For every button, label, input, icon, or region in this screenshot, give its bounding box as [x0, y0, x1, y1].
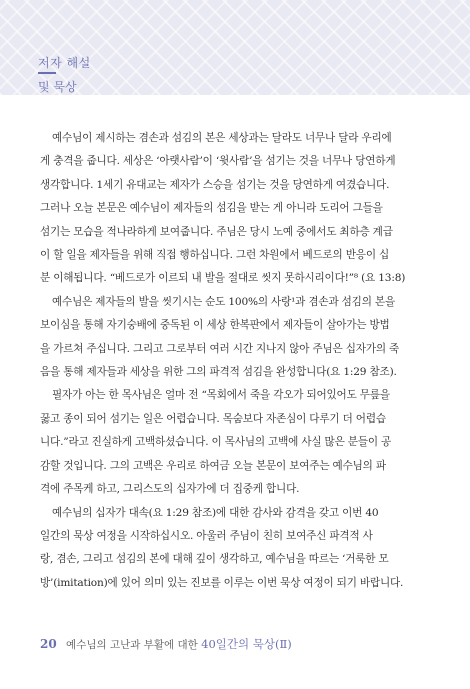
text-line: 꿇고 종이 되어 섬기는 일은 어렵습니다. 목숨보다 자존심이 다루기 더 어렵습: [40, 412, 386, 425]
paragraph-2: [40, 291, 435, 385]
paragraph-3: [40, 384, 435, 501]
text-line: 필자가 아는 한 목사님은 얼마 전 “목회에서 죽을 각오가 되어있어도 무릎을: [52, 389, 390, 402]
text-line: 예수님은 제자들의 발을 씻기시는 순도 100%의 사랑¹과 겸손과 섬김의 본을: [52, 295, 395, 308]
page-number: 20: [40, 637, 57, 651]
body-text: [40, 127, 435, 595]
book-title-prefix: 예수님의 고난과 부활에 대한: [66, 639, 198, 651]
text-line: 예수님이 제시하는 겸손과 섬김의 본은 세상과는 달라도 너무나 달라 우리에: [52, 132, 392, 144]
section-divider: [38, 72, 56, 74]
paragraph-1: [40, 127, 435, 291]
text-line: 격에 주목케 하고, 그리스도의 십자가에 더 집중케 합니다.: [40, 483, 300, 496]
text-line: 음을 통해 제자들과 세상을 위한 그의 파격적 섬김을 완성합니다(요 1:29 참조).: [40, 366, 397, 379]
text-line: 이 할 일을 제자들을 위해 직접 행하십니다. 그런 차원에서 베드로의 반응이 십: [40, 249, 390, 262]
text-line: 그러나 오늘 본문은 예수님이 제자들의 섬김을 받는 게 아니라 도리어 그들을: [40, 202, 383, 215]
text-line: 생각합니다. 1세기 유대교는 제자가 스승을 섬기는 것을 당연하게 여겼습니다.: [40, 178, 390, 191]
text-line: 랑, 겸손, 그리고 섬김의 본에 대해 깊이 생각하고, 예수님을 따르는 ‘거룩한 모: [40, 553, 389, 566]
text-line: 을 가르쳐 주십니다. 그리고 그로부터 여러 시간 지나지 않아 주님은 십자가의 죽: [40, 342, 400, 355]
text-line: 예수님의 십자가 대속(요 1:29 참조)에 대한 감사와 감격을 갖고 이번 40: [52, 506, 379, 519]
text-line: 게 충격을 줍니다. 세상은 ‘아랫사람’이 ‘윗사람’을 섬기는 것을 너무나 당연하게: [40, 155, 396, 168]
text-line: 일간의 묵상 여정을 시작하십시오. 아울러 주님이 친히 보여주신 파격적 사: [40, 529, 373, 542]
text-line: 감할 것입니다. 그의 고백은 우리로 하여금 오늘 본문이 보여주는 예수님의 파: [40, 459, 386, 472]
text-line: 섬기는 모습을 적나라하게 보여줍니다. 주님은 당시 노예 중에서도 최하층 계급: [40, 225, 393, 238]
page-footer: [40, 636, 292, 652]
section-label: 저자 해설: [38, 56, 91, 70]
text-line: 분 이해됩니다. “베드로가 이르되 내 발을 절대로 씻지 못하시리이다!”⁸ (요 13:8): [40, 272, 406, 285]
text-line: 니다.”라고 진실하게 고백하셨습니다. 이 목사님의 고백에 사실 많은 분들이 공: [40, 436, 392, 449]
subsection-label: 및 묵상: [38, 80, 77, 94]
text-line: 방’(imitation)에 있어 의미 있는 진보를 이루는 이번 묵상 여정이 되기 바랍니다.: [40, 576, 404, 589]
paragraph-4: [40, 502, 435, 596]
book-title-accent: 40일간의 묵상(Ⅱ): [201, 637, 292, 651]
text-line: 보이심을 통해 자기숭배에 중독된 이 세상 한복판에서 제자들이 살아가는 방법: [40, 319, 390, 332]
